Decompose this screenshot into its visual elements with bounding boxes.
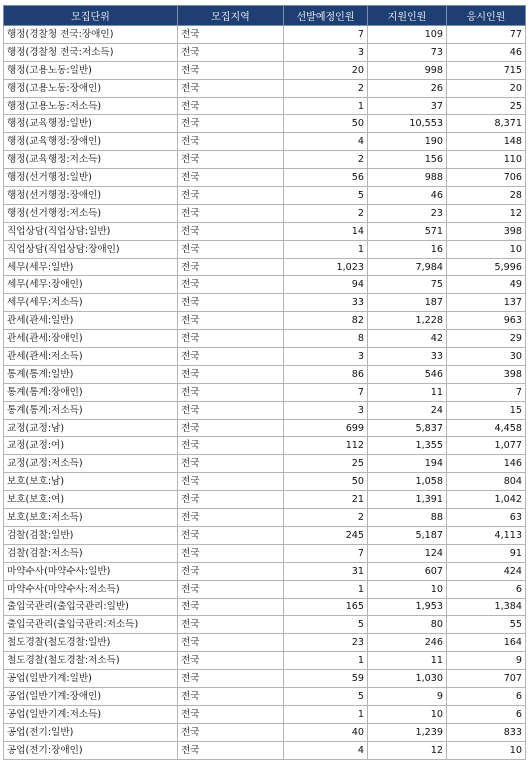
cell-region: 전국 — [178, 240, 284, 258]
cell-applicants: 156 — [368, 151, 447, 169]
cell-takers: 91 — [447, 544, 526, 562]
cell-takers: 137 — [447, 294, 526, 312]
table-row — [4, 580, 526, 598]
cell-applicants: 607 — [368, 562, 447, 580]
cell-planned: 7 — [284, 383, 368, 401]
cell-unit: 세무(세무:일반) — [4, 258, 178, 276]
cell-region: 전국 — [178, 562, 284, 580]
cell-planned: 50 — [284, 473, 368, 491]
cell-region: 전국 — [178, 383, 284, 401]
table-row — [4, 634, 526, 652]
cell-region: 전국 — [178, 687, 284, 705]
cell-planned: 8 — [284, 330, 368, 348]
cell-unit: 출입국관리(출입국관리:저소득) — [4, 616, 178, 634]
cell-unit: 행정(고용노동:일반) — [4, 61, 178, 79]
cell-takers: 148 — [447, 133, 526, 151]
cell-applicants: 7,984 — [368, 258, 447, 276]
cell-region: 전국 — [178, 222, 284, 240]
cell-planned: 59 — [284, 670, 368, 688]
cell-planned: 4 — [284, 741, 368, 759]
table-row — [4, 473, 526, 491]
cell-takers: 5,996 — [447, 258, 526, 276]
cell-planned: 7 — [284, 26, 368, 44]
cell-unit: 교정(교정:남) — [4, 419, 178, 437]
cell-planned: 5 — [284, 187, 368, 205]
cell-applicants: 194 — [368, 455, 447, 473]
cell-planned: 1 — [284, 705, 368, 723]
cell-planned: 2 — [284, 204, 368, 222]
cell-takers: 10 — [447, 741, 526, 759]
cell-planned: 21 — [284, 491, 368, 509]
cell-applicants: 9 — [368, 687, 447, 705]
cell-applicants: 988 — [368, 169, 447, 187]
cell-takers: 77 — [447, 26, 526, 44]
cell-region: 전국 — [178, 169, 284, 187]
cell-region: 전국 — [178, 151, 284, 169]
cell-unit: 통계(통계:저소득) — [4, 401, 178, 419]
table-row — [4, 562, 526, 580]
cell-unit: 교정(교정:저소득) — [4, 455, 178, 473]
cell-planned: 5 — [284, 687, 368, 705]
cell-region: 전국 — [178, 187, 284, 205]
cell-takers: 6 — [447, 580, 526, 598]
header-region: 모집지역 — [178, 6, 284, 26]
cell-unit: 보호(보호:여) — [4, 491, 178, 509]
cell-unit: 보호(보호:저소득) — [4, 509, 178, 527]
cell-region: 전국 — [178, 276, 284, 294]
cell-planned: 2 — [284, 79, 368, 97]
cell-unit: 보호(보호:남) — [4, 473, 178, 491]
cell-planned: 165 — [284, 598, 368, 616]
cell-region: 전국 — [178, 634, 284, 652]
table-row — [4, 187, 526, 205]
table-row — [4, 240, 526, 258]
cell-takers: 1,042 — [447, 491, 526, 509]
table-row — [4, 294, 526, 312]
table-row — [4, 491, 526, 509]
cell-planned: 112 — [284, 437, 368, 455]
cell-takers: 20 — [447, 79, 526, 97]
cell-planned: 50 — [284, 115, 368, 133]
cell-applicants: 109 — [368, 26, 447, 44]
cell-applicants: 10,553 — [368, 115, 447, 133]
table-row — [4, 97, 526, 115]
cell-region: 전국 — [178, 401, 284, 419]
cell-applicants: 10 — [368, 705, 447, 723]
cell-region: 전국 — [178, 509, 284, 527]
cell-takers: 46 — [447, 43, 526, 61]
cell-planned: 1 — [284, 580, 368, 598]
cell-takers: 398 — [447, 222, 526, 240]
table-row — [4, 365, 526, 383]
table-row — [4, 687, 526, 705]
table-row — [4, 258, 526, 276]
table-row — [4, 330, 526, 348]
cell-takers: 10 — [447, 240, 526, 258]
cell-unit: 출입국관리(출입국관리:일반) — [4, 598, 178, 616]
header-applicants: 지원인원 — [368, 6, 447, 26]
cell-planned: 1 — [284, 240, 368, 258]
cell-takers: 4,458 — [447, 419, 526, 437]
cell-takers: 8,371 — [447, 115, 526, 133]
table-row — [4, 670, 526, 688]
cell-region: 전국 — [178, 330, 284, 348]
header-takers: 응시인원 — [447, 6, 526, 26]
cell-planned: 3 — [284, 401, 368, 419]
table-row — [4, 526, 526, 544]
cell-planned: 2 — [284, 151, 368, 169]
cell-applicants: 37 — [368, 97, 447, 115]
cell-region: 전국 — [178, 204, 284, 222]
cell-region: 전국 — [178, 526, 284, 544]
cell-region: 전국 — [178, 670, 284, 688]
table-row — [4, 169, 526, 187]
cell-takers: 146 — [447, 455, 526, 473]
cell-region: 전국 — [178, 348, 284, 366]
cell-unit: 공업(일반기계:일반) — [4, 670, 178, 688]
cell-unit: 공업(일반기계:저소득) — [4, 705, 178, 723]
cell-planned: 3 — [284, 43, 368, 61]
cell-region: 전국 — [178, 723, 284, 741]
cell-planned: 82 — [284, 312, 368, 330]
cell-unit: 통계(통계:장애인) — [4, 383, 178, 401]
cell-planned: 7 — [284, 544, 368, 562]
cell-applicants: 124 — [368, 544, 447, 562]
cell-region: 전국 — [178, 312, 284, 330]
cell-unit: 행정(고용노동:장애인) — [4, 79, 178, 97]
cell-applicants: 1,355 — [368, 437, 447, 455]
cell-applicants: 1,239 — [368, 723, 447, 741]
cell-takers: 4,113 — [447, 526, 526, 544]
cell-applicants: 1,058 — [368, 473, 447, 491]
table-row — [4, 401, 526, 419]
cell-region: 전국 — [178, 455, 284, 473]
table-row — [4, 598, 526, 616]
cell-region: 전국 — [178, 97, 284, 115]
cell-applicants: 190 — [368, 133, 447, 151]
cell-takers: 424 — [447, 562, 526, 580]
cell-takers: 398 — [447, 365, 526, 383]
cell-unit: 교정(교정:여) — [4, 437, 178, 455]
table-body — [4, 26, 526, 760]
cell-planned: 23 — [284, 634, 368, 652]
cell-region: 전국 — [178, 580, 284, 598]
cell-takers: 25 — [447, 97, 526, 115]
cell-unit: 마약수사(마약수사:저소득) — [4, 580, 178, 598]
table-row — [4, 133, 526, 151]
cell-applicants: 80 — [368, 616, 447, 634]
cell-takers: 833 — [447, 723, 526, 741]
table-row — [4, 544, 526, 562]
cell-unit: 관세(관세:저소득) — [4, 348, 178, 366]
cell-region: 전국 — [178, 61, 284, 79]
cell-unit: 관세(관세:일반) — [4, 312, 178, 330]
cell-region: 전국 — [178, 616, 284, 634]
table-row — [4, 419, 526, 437]
cell-region: 전국 — [178, 294, 284, 312]
cell-takers: 6 — [447, 687, 526, 705]
cell-applicants: 546 — [368, 365, 447, 383]
cell-applicants: 26 — [368, 79, 447, 97]
cell-applicants: 998 — [368, 61, 447, 79]
cell-applicants: 571 — [368, 222, 447, 240]
table-row — [4, 43, 526, 61]
cell-takers: 164 — [447, 634, 526, 652]
cell-unit: 직업상담(직업상담:장애인) — [4, 240, 178, 258]
cell-planned: 14 — [284, 222, 368, 240]
cell-unit: 행정(선거행정:저소득) — [4, 204, 178, 222]
cell-region: 전국 — [178, 491, 284, 509]
cell-region: 전국 — [178, 473, 284, 491]
cell-region: 전국 — [178, 705, 284, 723]
cell-applicants: 5,187 — [368, 526, 447, 544]
table-row — [4, 652, 526, 670]
cell-takers: 110 — [447, 151, 526, 169]
table-row — [4, 312, 526, 330]
cell-planned: 25 — [284, 455, 368, 473]
cell-region: 전국 — [178, 365, 284, 383]
cell-region: 전국 — [178, 437, 284, 455]
cell-applicants: 5,837 — [368, 419, 447, 437]
cell-applicants: 1,228 — [368, 312, 447, 330]
cell-unit: 세무(세무:저소득) — [4, 294, 178, 312]
table-row — [4, 276, 526, 294]
cell-planned: 56 — [284, 169, 368, 187]
table-row — [4, 383, 526, 401]
cell-planned: 20 — [284, 61, 368, 79]
cell-applicants: 1,391 — [368, 491, 447, 509]
cell-region: 전국 — [178, 133, 284, 151]
table-row — [4, 26, 526, 44]
cell-applicants: 88 — [368, 509, 447, 527]
recruitment-table-container — [3, 5, 525, 760]
cell-unit: 검찰(검찰:저소득) — [4, 544, 178, 562]
cell-planned: 33 — [284, 294, 368, 312]
cell-applicants: 11 — [368, 652, 447, 670]
cell-takers: 1,384 — [447, 598, 526, 616]
cell-applicants: 11 — [368, 383, 447, 401]
cell-planned: 94 — [284, 276, 368, 294]
table-row — [4, 204, 526, 222]
cell-planned: 245 — [284, 526, 368, 544]
cell-planned: 1 — [284, 97, 368, 115]
cell-unit: 직업상담(직업상담:일반) — [4, 222, 178, 240]
cell-applicants: 42 — [368, 330, 447, 348]
cell-region: 전국 — [178, 419, 284, 437]
cell-applicants: 246 — [368, 634, 447, 652]
cell-takers: 6 — [447, 705, 526, 723]
cell-takers: 28 — [447, 187, 526, 205]
cell-unit: 통계(통계:일반) — [4, 365, 178, 383]
cell-applicants: 24 — [368, 401, 447, 419]
header-row — [4, 6, 526, 26]
cell-takers: 707 — [447, 670, 526, 688]
cell-takers: 7 — [447, 383, 526, 401]
cell-applicants: 33 — [368, 348, 447, 366]
cell-applicants: 73 — [368, 43, 447, 61]
table-header — [4, 6, 526, 26]
cell-takers: 9 — [447, 652, 526, 670]
cell-takers: 49 — [447, 276, 526, 294]
cell-takers: 804 — [447, 473, 526, 491]
table-row — [4, 455, 526, 473]
cell-unit: 철도경찰(철도경찰:일반) — [4, 634, 178, 652]
cell-region: 전국 — [178, 544, 284, 562]
table-row — [4, 151, 526, 169]
header-unit: 모집단위 — [4, 6, 178, 26]
table-row — [4, 741, 526, 759]
cell-unit: 철도경찰(철도경찰:저소득) — [4, 652, 178, 670]
cell-takers: 63 — [447, 509, 526, 527]
cell-unit: 마약수사(마약수사:일반) — [4, 562, 178, 580]
cell-unit: 관세(관세:장애인) — [4, 330, 178, 348]
cell-unit: 공업(전기:일반) — [4, 723, 178, 741]
cell-region: 전국 — [178, 115, 284, 133]
header-planned: 선발예정인원 — [284, 6, 368, 26]
cell-planned: 31 — [284, 562, 368, 580]
cell-region: 전국 — [178, 43, 284, 61]
cell-takers: 706 — [447, 169, 526, 187]
table-row — [4, 437, 526, 455]
cell-applicants: 16 — [368, 240, 447, 258]
cell-takers: 12 — [447, 204, 526, 222]
table-row — [4, 723, 526, 741]
table-row — [4, 705, 526, 723]
table-row — [4, 222, 526, 240]
table-row — [4, 61, 526, 79]
cell-unit: 검찰(검찰:일반) — [4, 526, 178, 544]
cell-planned: 5 — [284, 616, 368, 634]
cell-applicants: 1,953 — [368, 598, 447, 616]
cell-planned: 699 — [284, 419, 368, 437]
cell-planned: 1 — [284, 652, 368, 670]
cell-applicants: 10 — [368, 580, 447, 598]
cell-region: 전국 — [178, 741, 284, 759]
cell-planned: 1,023 — [284, 258, 368, 276]
recruitment-table — [3, 5, 526, 760]
cell-unit: 행정(경찰청 전국:저소득) — [4, 43, 178, 61]
cell-applicants: 1,030 — [368, 670, 447, 688]
table-row — [4, 79, 526, 97]
cell-applicants: 187 — [368, 294, 447, 312]
cell-applicants: 46 — [368, 187, 447, 205]
table-row — [4, 509, 526, 527]
cell-region: 전국 — [178, 26, 284, 44]
cell-planned: 3 — [284, 348, 368, 366]
table-row — [4, 115, 526, 133]
cell-unit: 세무(세무:장애인) — [4, 276, 178, 294]
cell-region: 전국 — [178, 258, 284, 276]
cell-unit: 행정(선거행정:장애인) — [4, 187, 178, 205]
cell-takers: 963 — [447, 312, 526, 330]
cell-region: 전국 — [178, 598, 284, 616]
cell-takers: 15 — [447, 401, 526, 419]
cell-takers: 715 — [447, 61, 526, 79]
cell-unit: 행정(교육행정:장애인) — [4, 133, 178, 151]
cell-applicants: 75 — [368, 276, 447, 294]
cell-takers: 55 — [447, 616, 526, 634]
cell-unit: 행정(경찰청 전국:장애인) — [4, 26, 178, 44]
cell-applicants: 23 — [368, 204, 447, 222]
cell-unit: 행정(교육행정:일반) — [4, 115, 178, 133]
cell-takers: 30 — [447, 348, 526, 366]
cell-unit: 행정(교육행정:저소득) — [4, 151, 178, 169]
cell-unit: 행정(선거행정:일반) — [4, 169, 178, 187]
cell-planned: 40 — [284, 723, 368, 741]
table-row — [4, 348, 526, 366]
cell-takers: 29 — [447, 330, 526, 348]
cell-unit: 공업(일반기계:장애인) — [4, 687, 178, 705]
cell-region: 전국 — [178, 79, 284, 97]
cell-region: 전국 — [178, 652, 284, 670]
cell-planned: 2 — [284, 509, 368, 527]
table-row — [4, 616, 526, 634]
cell-unit: 행정(고용노동:저소득) — [4, 97, 178, 115]
cell-unit: 공업(전기:장애인) — [4, 741, 178, 759]
cell-planned: 4 — [284, 133, 368, 151]
cell-applicants: 12 — [368, 741, 447, 759]
cell-takers: 1,077 — [447, 437, 526, 455]
cell-planned: 86 — [284, 365, 368, 383]
